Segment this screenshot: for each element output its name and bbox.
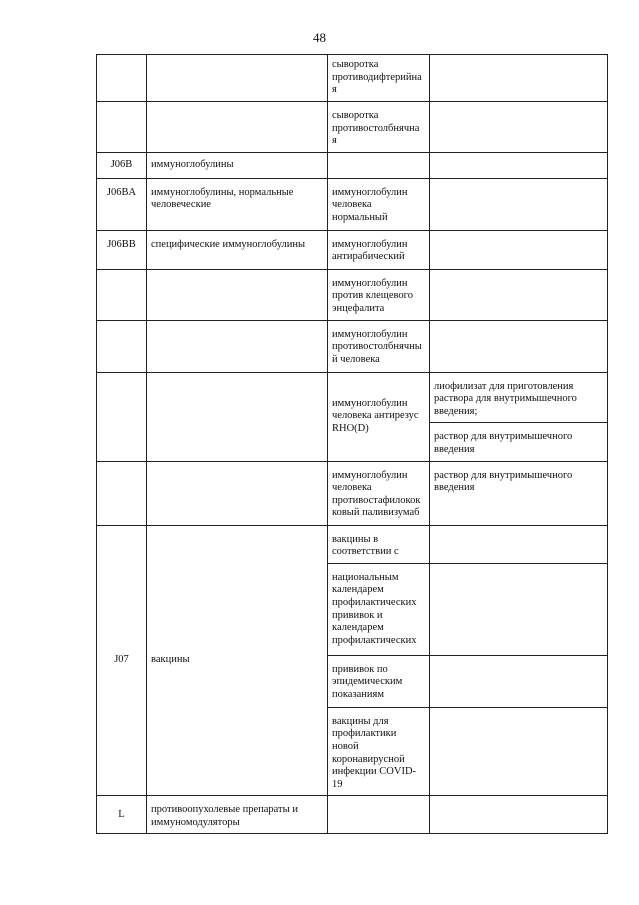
drug-cell: вакцины в соответствии с — [328, 525, 430, 563]
form-cell — [430, 230, 608, 269]
table-row — [97, 461, 608, 525]
table-row — [97, 372, 608, 423]
drug-cell: иммуноглобулин человека нормальный — [328, 178, 430, 230]
atc-code-cell: L — [97, 796, 147, 834]
drug-cell: иммуноглобулин противостолбнячны й человека — [328, 320, 430, 372]
form-cell — [430, 655, 608, 707]
form-cell — [430, 796, 608, 834]
atc-code-cell — [97, 102, 147, 153]
form-cell — [430, 55, 608, 102]
table-row — [97, 55, 608, 102]
drug-cell: национальным календарем профилактических прививок и календарем профилактических — [328, 563, 430, 655]
atc-code-cell — [97, 320, 147, 372]
form-cell: лиофилизат для приготовления раствора для внутримышечного введения; — [430, 372, 608, 423]
atc-code-cell — [97, 269, 147, 320]
group-cell: иммуноглобулины, нормальные человеческие — [147, 178, 328, 230]
form-cell — [430, 102, 608, 153]
form-cell: раствор для внутримышечного введения — [430, 423, 608, 461]
table-row — [97, 525, 608, 563]
atc-code-cell: J06BB — [97, 230, 147, 269]
atc-code-cell — [97, 461, 147, 525]
atc-code-cell — [97, 55, 147, 102]
form-cell — [430, 269, 608, 320]
atc-code-cell: J06BA — [97, 178, 147, 230]
drug-cell: сыворотка противодифтерийна я — [328, 55, 430, 102]
group-cell: иммуноглобулины — [147, 152, 328, 178]
atc-code-cell — [97, 372, 147, 461]
table-row — [97, 230, 608, 269]
form-cell — [430, 178, 608, 230]
drug-cell: иммуноглобулин человека антирезус RHO(D) — [328, 372, 430, 461]
form-cell — [430, 707, 608, 796]
drug-cell: сыворотка противостолбнячна я — [328, 102, 430, 153]
group-cell: вакцины — [147, 525, 328, 796]
form-cell — [430, 563, 608, 655]
table-row — [97, 102, 608, 153]
drug-cell: иммуноглобулин против клещевого энцефалита — [328, 269, 430, 320]
group-cell: противоопухолевые препараты и иммуномодуляторы — [147, 796, 328, 834]
form-cell — [430, 525, 608, 563]
page-number: 48 — [313, 30, 326, 45]
table-row — [97, 178, 608, 230]
drug-cell: иммуноглобулин человека противостафилокок ковый паливизумаб — [328, 461, 430, 525]
group-cell — [147, 269, 328, 320]
drug-cell: вакцины для профилактики новой коронавирусной инфекции COVID-19 — [328, 707, 430, 796]
drug-cell: прививок по эпидемическим показаниям — [328, 655, 430, 707]
form-cell — [430, 320, 608, 372]
table-row — [97, 320, 608, 372]
form-cell: раствор для внутримышечного введения — [430, 461, 608, 525]
group-cell — [147, 55, 328, 102]
group-cell — [147, 372, 328, 461]
drug-cell — [328, 796, 430, 834]
table-row — [97, 796, 608, 834]
table-row — [97, 269, 608, 320]
drug-cell — [328, 152, 430, 178]
atc-code-cell: J06B — [97, 152, 147, 178]
atc-code-cell: J07 — [97, 525, 147, 796]
drug-table — [96, 54, 608, 834]
group-cell — [147, 461, 328, 525]
group-cell: специфические иммуноглобулины — [147, 230, 328, 269]
table-row — [97, 152, 608, 178]
group-cell — [147, 102, 328, 153]
group-cell — [147, 320, 328, 372]
form-cell — [430, 152, 608, 178]
drug-cell: иммуноглобулин антирабический — [328, 230, 430, 269]
